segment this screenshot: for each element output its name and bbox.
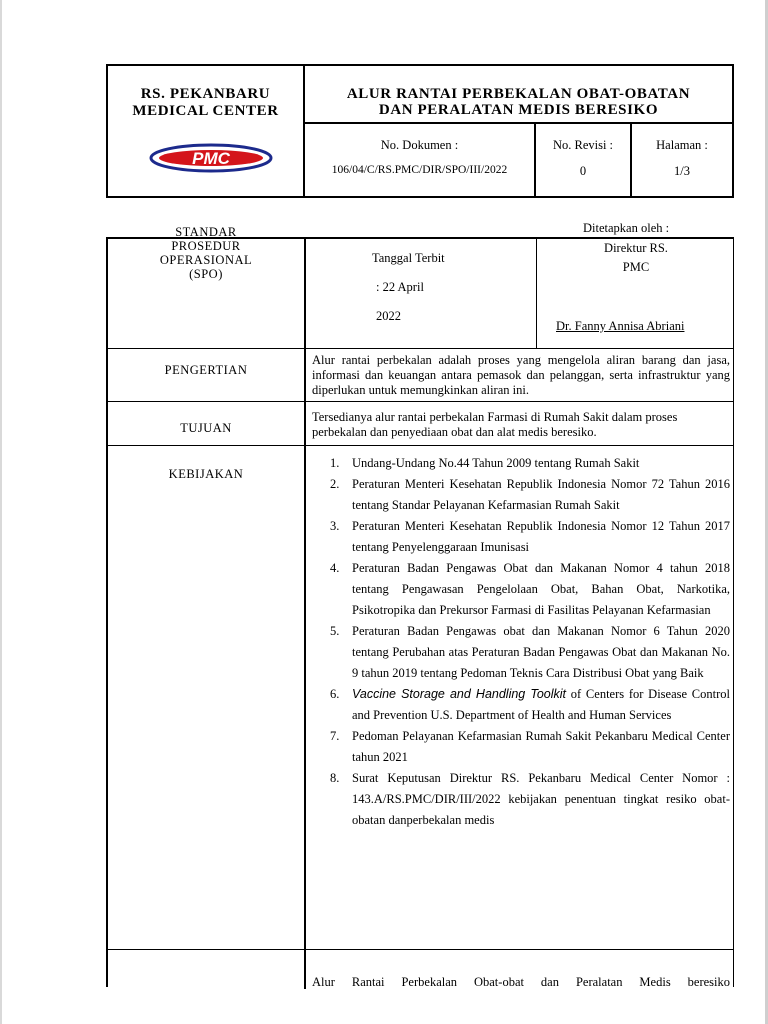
direktur-name: Dr. Fanny Annisa Abriani [556,319,685,333]
kebijakan-item [312,621,730,684]
item-text: Undang-Undang No.44 Tahun 2009 tentang Rumah Sakit [352,456,640,470]
tujuan-text: Tersedianya alur rantai perbekalan Farmasi di Rumah Sakit dalam proses perbekalan dan penyediaan obat dan alat medis beresiko. [312,410,678,439]
kebijakan-item [312,474,730,516]
document-header-table [106,64,734,198]
kebijakan-label: KEBIJAKAN [168,467,244,481]
revision-cell [536,124,632,196]
kebijakan-item [312,558,730,621]
kebijakan-item [312,768,730,831]
item-number: 8. [330,771,340,785]
spo-label-line1: STANDAR [175,225,237,239]
item-text: Peraturan Badan Pengawas obat dan Makanan Nomor 6 Tahun 2020 tentang Perubahan atas Peraturan Badan Pengawas Obat dan Makanan No. 9 tahun 2019 tentang Pedoman Teknis Cara Distribusi Obat yang Baik [352,624,730,680]
tanggal-terbit-day: : 22 April [376,280,424,294]
row-divider [108,949,734,950]
item-text: Peraturan Badan Pengawas Obat dan Makanan Nomor 4 tahun 2018 tentang Pengawasan Pengelolaan Obat, Bahan Obat, Narkotika, Psikotropika dan Prekursor Farmasi di Fasilitas Pelayanan Kefarmasian [352,561,730,617]
spo-label-line2: PROSEDUR [171,239,241,253]
tanggal-terbit-label: Tanggal Terbit [372,251,445,265]
spo-label [108,225,304,281]
page-number-value: 1/3 [674,164,690,178]
next-section-text: Alur Rantai Perbekalan Obat-obat dan Peralatan Medis beresiko [312,975,730,989]
document-number-label: No. Dokumen : [380,138,459,152]
item-number: 5. [330,624,340,638]
direktur-title [536,239,736,277]
ditetapkan-label: Ditetapkan oleh : [583,221,670,235]
item-number: 4. [330,561,340,575]
row-divider [108,348,734,349]
document-title [305,66,732,124]
item-text: of Centers for Disease Control and Prevention U.S. Department of Health and Human Services [352,687,730,722]
title-line1: ALUR RANTAI PERBEKALAN OBAT-OBATAN [346,86,691,102]
page-left-edge [0,0,2,1024]
item-number: 2. [330,477,340,491]
document-number-value: 106/04/C/RS.PMC/DIR/SPO/III/2022 [331,164,508,176]
item-text: Pedoman Pelayanan Kefarmasian Rumah Sakit Pekanbaru Medical Center tahun 2021 [352,729,730,764]
kebijakan-item [312,726,730,768]
title-line2: DAN PERALATAN MEDIS BERESIKO [378,102,659,118]
tanggal-terbit [372,251,445,338]
document-number-cell [305,124,536,196]
page-number-cell [632,124,732,196]
row-divider [108,401,734,402]
direktur-title-line1: Direktur RS. [604,241,668,255]
item-number: 7. [330,729,340,743]
item-number: 3. [330,519,340,533]
page-number-label: Halaman : [656,138,708,152]
kebijakan-item [312,516,730,558]
pengertian-text: Alur rantai perbekalan adalah proses yang mengelola aliran barang dan jasa, informasi dan keuangan antara pemasok dan pelanggan, serta infrastruktur yang diperlukan untuk memungkinkan aliran ini. [312,353,730,397]
item-number: 6. [330,687,340,701]
item-number: 1. [330,456,340,470]
kebijakan-list [312,453,730,831]
hospital-cell [108,66,305,196]
spo-label-line3: OPERASIONAL [159,253,253,267]
direktur-title-line2: PMC [622,260,650,274]
tanggal-terbit-year: 2022 [376,309,401,323]
item-text: Peraturan Menteri Kesehatan Republik Indonesia Nomor 12 Tahun 2017 tentang Penyelenggaraan Imunisasi [352,519,730,554]
kebijakan-item [312,684,730,726]
pengertian-label: PENGERTIAN [164,363,248,377]
item-text: Peraturan Menteri Kesehatan Republik Indonesia Nomor 72 Tahun 2016 tentang Standar Pelayanan Kefarmasian Rumah Sakit [352,477,730,512]
item-text: Surat Keputusan Direktur RS. Pekanbaru Medical Center Nomor : 143.A/RS.PMC/DIR/III/2022 kebijakan penentuan tingkat resiko obat-obatan danperbekalan medis [352,771,730,827]
revision-value: 0 [579,164,587,178]
kebijakan-item [312,453,730,474]
tujuan-label: TUJUAN [180,421,232,435]
logo-text: PMC [192,149,230,168]
revision-label: No. Revisi : [552,138,614,152]
spo-label-line4: (SPO) [189,267,223,281]
item-text-italic: Vaccine Storage and Handling Toolkit [352,687,567,701]
pmc-logo [148,138,274,178]
row-divider [108,445,734,446]
hospital-name-line2: MEDICAL CENTER [132,103,279,119]
hospital-name-line1: RS. PEKANBARU [140,86,271,102]
column-divider [304,239,306,989]
hospital-name [108,86,303,120]
